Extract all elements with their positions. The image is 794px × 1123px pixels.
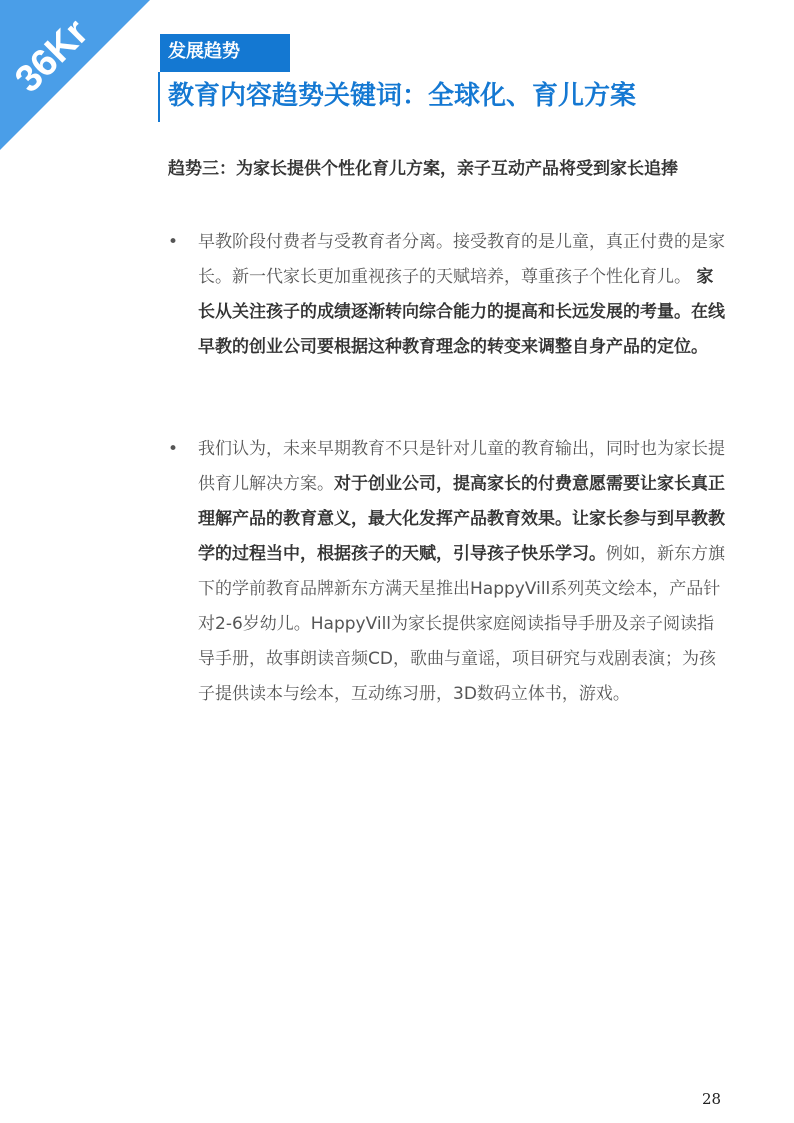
page-number: 28 <box>702 1090 722 1108</box>
title-accent-bar <box>158 72 160 122</box>
brand-logo <box>0 0 150 150</box>
bullet-text <box>198 225 728 365</box>
page-title: 教育内容趋势关键词：全球化、育儿方案 <box>168 81 637 111</box>
bullet-plain-text: 例如，新东方旗下的学前教育品牌新东方满天星推出HappyVill系列英文绘本，产品针对2-6岁幼儿。HappyVill为家长提供家庭阅读指导手册及亲子阅读指导手册，故事朗读音频CD，歌曲与童谣，项目研究与戏剧表演；为孩子提供读本与绘本，互动练习册，3D数码立体书，游戏。 <box>198 544 725 704</box>
section-tag: 发展趋势 <box>160 34 290 72</box>
bullet-dot: • <box>168 232 179 252</box>
trend-subtitle: 趋势三：为家长提供个性化育儿方案，亲子互动产品将受到家长追捧 <box>168 159 678 179</box>
bullet-dot: • <box>168 439 179 459</box>
brand-logo-text: 36Kr <box>7 11 97 101</box>
bullet-plain-text: 我们认为，未来早期教育不只是针对儿童的教育输出，同时也为家长提供育儿解决方案。 <box>198 439 725 494</box>
bullet-text <box>198 432 728 712</box>
bullet-item <box>168 225 728 365</box>
bullet-bold-text: 对于创业公司，提高家长的付费意愿需要让家长真正理解产品的教育意义，最大化发挥产品教育效果。让家长参与到早教教学的过程当中，根据孩子的天赋，引导孩子快乐学习。 <box>198 474 725 564</box>
bullet-bold-text: 家长从关注孩子的成绩逐渐转向综合能力的提高和长远发展的考量。在线早教的创业公司要根据这种教育理念的转变来调整自身产品的定位。 <box>198 267 725 357</box>
bullet-plain-text: 早教阶段付费者与受教育者分离。接受教育的是儿童，真正付费的是家长。新一代家长更加重视孩子的天赋培养，尊重孩子个性化育儿。 <box>198 232 725 287</box>
bullet-item <box>168 432 728 712</box>
